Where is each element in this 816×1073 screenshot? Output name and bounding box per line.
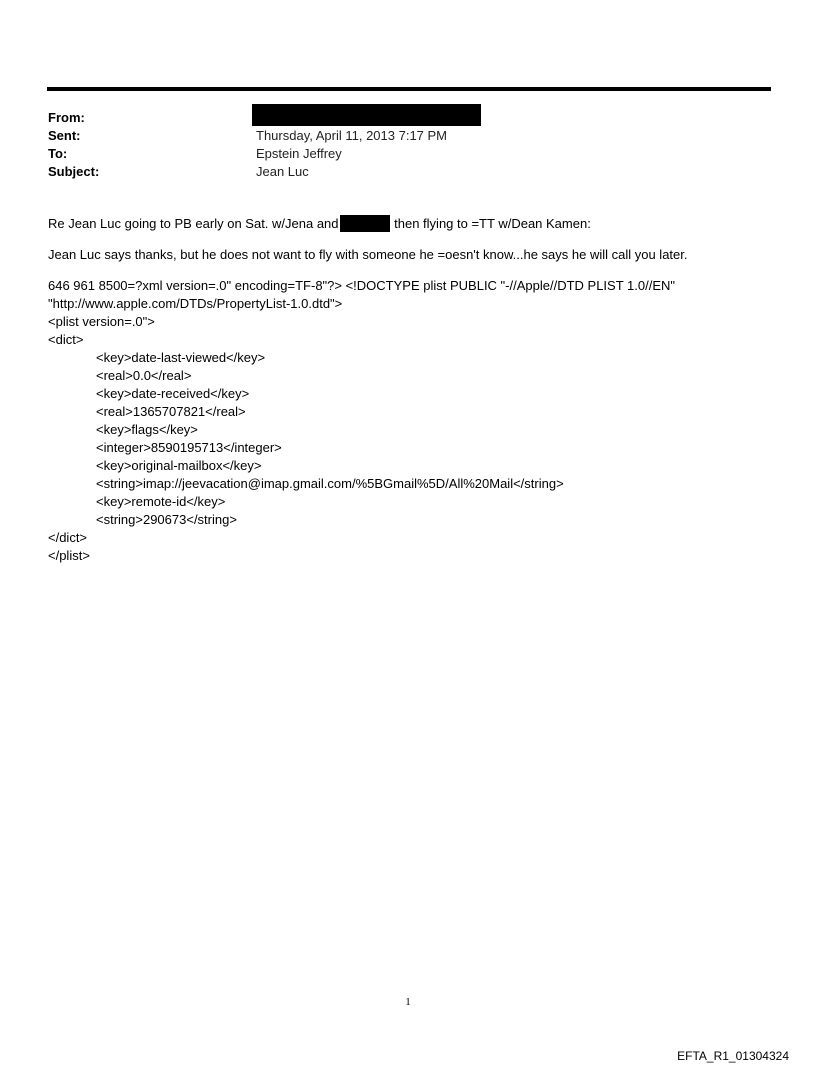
plist-line: 646 961 8500=?xml version=.0" encoding=TF-8"?> <!DOCTYPE plist PUBLIC "-//Apple//DTD PLIST 1.0//EN" xyxy=(48,278,675,293)
plist-line: <key>original-mailbox</key> xyxy=(96,458,262,473)
plist-line: <key>flags</key> xyxy=(96,422,198,437)
sent-value: Thursday, April 11, 2013 7:17 PM xyxy=(256,128,448,143)
plist-line: <key>remote-id</key> xyxy=(96,494,226,509)
plist-line: <real>1365707821</real> xyxy=(96,404,246,419)
to-value: Epstein Jeffrey xyxy=(256,146,342,161)
body-line-2: Jean Luc says thanks, but he does not want to fly with someone he =oesn't know...he says he will call you later. xyxy=(48,247,688,262)
sent-label: Sent: xyxy=(48,128,81,143)
to-row xyxy=(48,145,748,163)
document-id: EFTA_R1_01304324 xyxy=(677,1049,789,1063)
email-body xyxy=(48,215,788,565)
email-header xyxy=(48,109,748,181)
body-line-1 xyxy=(48,215,788,233)
subject-label: Subject: xyxy=(48,164,100,179)
plist-line: <plist version=.0"> xyxy=(48,314,155,329)
body-line-1-end: then flying to =TT w/Dean Kamen: xyxy=(390,216,591,231)
to-label: To: xyxy=(48,146,68,161)
plist-line: <dict> xyxy=(48,332,84,347)
plist-line: <string>imap://jeevacation@imap.gmail.com/%5BGmail%5D/All%20Mail</string> xyxy=(96,476,564,491)
header-rule xyxy=(47,87,771,91)
page-number: 1 xyxy=(405,996,411,1008)
subject-row xyxy=(48,163,748,181)
redaction-block-inline xyxy=(340,215,390,232)
plist-line: <integer>8590195713</integer> xyxy=(96,440,282,455)
plist-line: </dict> xyxy=(48,530,88,545)
plist-line: "http://www.apple.com/DTDs/PropertyList-1.0.dtd"> xyxy=(48,296,343,311)
sent-row xyxy=(48,127,748,145)
plist-line: </plist> xyxy=(48,548,90,563)
plist-line: <key>date-received</key> xyxy=(96,386,250,401)
plist-line: <key>date-last-viewed</key> xyxy=(96,350,266,365)
subject-value: Jean Luc xyxy=(256,164,309,179)
from-row xyxy=(48,109,748,127)
plist-line: <real>0.0</real> xyxy=(96,368,192,383)
plist-line: <string>290673</string> xyxy=(96,512,237,527)
body-line-1-start: Re Jean Luc going to PB early on Sat. w/Jena and xyxy=(48,216,339,231)
from-label: From: xyxy=(48,110,85,125)
